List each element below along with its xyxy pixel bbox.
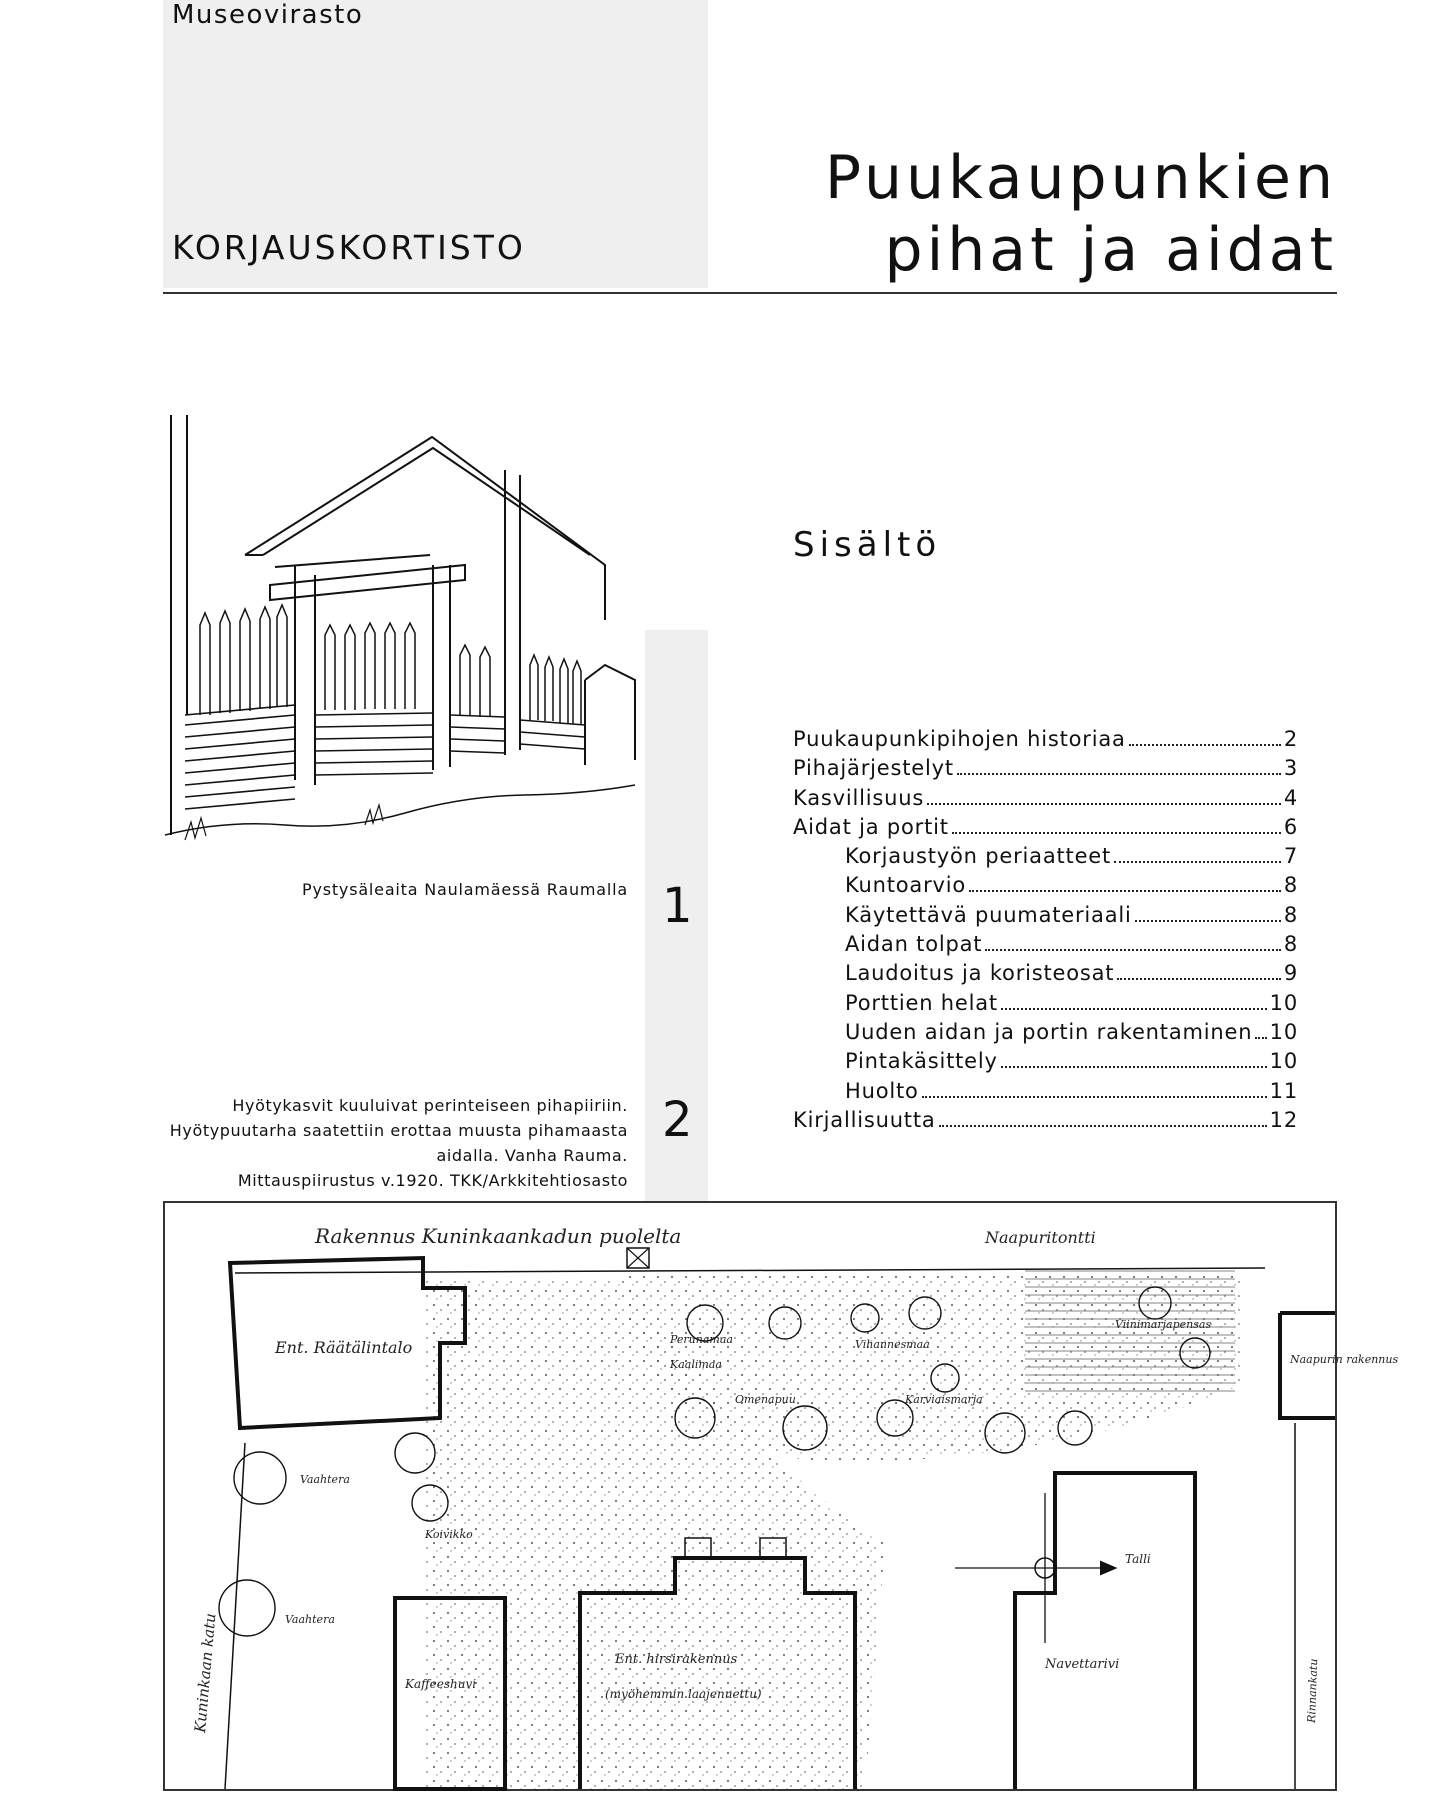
toc-leader-dots bbox=[927, 803, 1281, 805]
toc-leader-dots bbox=[952, 832, 1281, 834]
toc-entry-page: 6 bbox=[1283, 814, 1298, 839]
toc-leader-dots bbox=[1001, 1008, 1267, 1010]
toc-leader-dots bbox=[1255, 1037, 1266, 1039]
publisher-name: Museovirasto bbox=[172, 0, 364, 30]
figure-1-caption: Pystysäleaita Naulamäessä Raumalla bbox=[302, 880, 628, 899]
table-of-contents bbox=[793, 727, 1298, 1137]
toc-leader-dots bbox=[922, 1096, 1267, 1098]
plan-label-kitchen-garden-b: Kaalimaa bbox=[670, 1358, 722, 1371]
plan-label-cowshed: Navettarivi bbox=[1045, 1657, 1120, 1672]
toc-entry-page: 12 bbox=[1269, 1107, 1298, 1132]
toc-entry-label: Aidan tolpat bbox=[845, 932, 983, 957]
toc-leader-dots bbox=[1117, 978, 1280, 980]
toc-entry bbox=[793, 1108, 1298, 1137]
toc-entry bbox=[793, 903, 1298, 932]
plan-label-currants: Viinimarjapensas bbox=[1115, 1318, 1212, 1331]
toc-entry-label: Käytettävä puumateriaali bbox=[845, 902, 1132, 927]
toc-entry bbox=[793, 727, 1298, 756]
title-line-2: pihat ja aidat bbox=[884, 215, 1337, 285]
plan-label-outbuilding-note: (myöhemmin laajennettu) bbox=[605, 1687, 762, 1701]
toc-leader-dots bbox=[939, 1125, 1267, 1127]
plan-label-kitchen-garden-a: Perunamaa bbox=[670, 1333, 733, 1346]
toc-entry-label: Aidat ja portit bbox=[793, 814, 949, 839]
title-line-1: Puukaupunkien bbox=[824, 143, 1337, 213]
plan-label-house: Ent. Räätälintalo bbox=[275, 1338, 413, 1357]
toc-entry bbox=[793, 815, 1298, 844]
toc-entry bbox=[793, 932, 1298, 961]
toc-entry-label: Pihajärjestelyt bbox=[793, 756, 954, 781]
toc-entry-page: 10 bbox=[1269, 990, 1298, 1015]
toc-entry-label: Uuden aidan ja portin rakentaminen bbox=[845, 1019, 1253, 1044]
figure-1-number: 1 bbox=[662, 878, 693, 934]
toc-entry-label: Kasvillisuus bbox=[793, 785, 925, 810]
toc-leader-dots bbox=[1129, 744, 1281, 746]
toc-entry bbox=[793, 1020, 1298, 1049]
plan-label-maple-b: Koivikko bbox=[425, 1528, 473, 1541]
toc-entry bbox=[793, 961, 1298, 990]
toc-entry-label: Korjaustyön periaatteet bbox=[845, 844, 1112, 869]
plan-label-street-left: Kuninkaan katu bbox=[191, 1612, 220, 1734]
toc-entry-page: 10 bbox=[1269, 1019, 1298, 1044]
series-name: KORJAUSKORTISTO bbox=[172, 228, 526, 267]
toc-entry-page: 3 bbox=[1283, 756, 1298, 781]
toc-leader-dots bbox=[985, 949, 1280, 951]
toc-entry-page: 7 bbox=[1283, 844, 1298, 869]
plan-label-maple-a: Vaahtera bbox=[300, 1473, 350, 1486]
plan-label-apple-tree: Omenapuu bbox=[735, 1393, 796, 1406]
toc-entry-label: Kirjallisuutta bbox=[793, 1107, 936, 1132]
toc-entry-page: 4 bbox=[1283, 785, 1298, 810]
toc-entry bbox=[793, 756, 1298, 785]
toc-title: Sisältö bbox=[793, 525, 942, 565]
header-rule bbox=[163, 292, 1337, 294]
toc-entry-page: 2 bbox=[1283, 727, 1298, 751]
toc-entry-page: 8 bbox=[1283, 902, 1298, 927]
plan-label-berries: Karviaismarja bbox=[905, 1393, 983, 1406]
figure-2-number: 2 bbox=[662, 1092, 693, 1148]
toc-entry-label: Pintakäsittely bbox=[845, 1049, 998, 1074]
toc-entry-label: Porttien helat bbox=[845, 990, 998, 1015]
toc-entry bbox=[793, 1049, 1298, 1078]
toc-entry-page: 8 bbox=[1283, 932, 1298, 957]
toc-entry-label: Kuntoarvio bbox=[845, 873, 967, 898]
plan-label-neighbor-top: Naapuritontti bbox=[985, 1228, 1096, 1247]
plan-label-outbuilding: Ent. hirsirakennus bbox=[615, 1652, 738, 1667]
garden-plan-drawing bbox=[163, 1201, 1399, 1791]
toc-leader-dots bbox=[1135, 920, 1281, 922]
toc-entry bbox=[793, 873, 1298, 902]
plan-label-sauna: Kaffeeshuvi bbox=[405, 1677, 477, 1691]
toc-leader-dots bbox=[969, 890, 1281, 892]
plan-label-maple-c: Vaahtera bbox=[285, 1613, 335, 1626]
plan-label-road-right: Rinnankatu bbox=[1305, 1658, 1321, 1724]
page-title bbox=[825, 142, 1337, 286]
plan-label-barn: Talli bbox=[1125, 1552, 1151, 1566]
toc-entry bbox=[793, 786, 1298, 815]
plan-label-street-top: Rakennus Kuninkaankadun puolelta bbox=[315, 1224, 682, 1248]
toc-entry-label: Puukaupunkipihojen historiaa bbox=[793, 727, 1126, 751]
plan-label-neighbor-right: Naapurin rakennus bbox=[1290, 1353, 1399, 1366]
toc-entry-page: 10 bbox=[1269, 1049, 1298, 1074]
toc-entry bbox=[793, 991, 1298, 1020]
toc-entry bbox=[793, 1079, 1298, 1108]
toc-entry-label: Huolto bbox=[845, 1078, 919, 1103]
toc-leader-dots bbox=[957, 773, 1281, 775]
toc-entry-page: 8 bbox=[1283, 873, 1298, 898]
toc-leader-dots bbox=[1001, 1066, 1267, 1068]
fence-gate-illustration bbox=[165, 415, 645, 860]
toc-entry-page: 9 bbox=[1283, 961, 1298, 986]
toc-entry-page: 11 bbox=[1269, 1078, 1298, 1103]
toc-entry bbox=[793, 844, 1298, 873]
toc-entry-label: Laudoitus ja koristeosat bbox=[845, 961, 1115, 986]
plan-label-vegetables: Vihannesmaa bbox=[855, 1338, 930, 1351]
toc-leader-dots bbox=[1114, 861, 1281, 863]
figure-2-caption: Hyötykasvit kuuluivat perinteiseen pihapiiriin. Hyötypuutarha saatettiin erottaa muusta pihamaasta aidalla. Vanha Rauma. Mittauspiirustus v.1920. TKK/Arkkitehtiosasto bbox=[169, 1096, 628, 1190]
